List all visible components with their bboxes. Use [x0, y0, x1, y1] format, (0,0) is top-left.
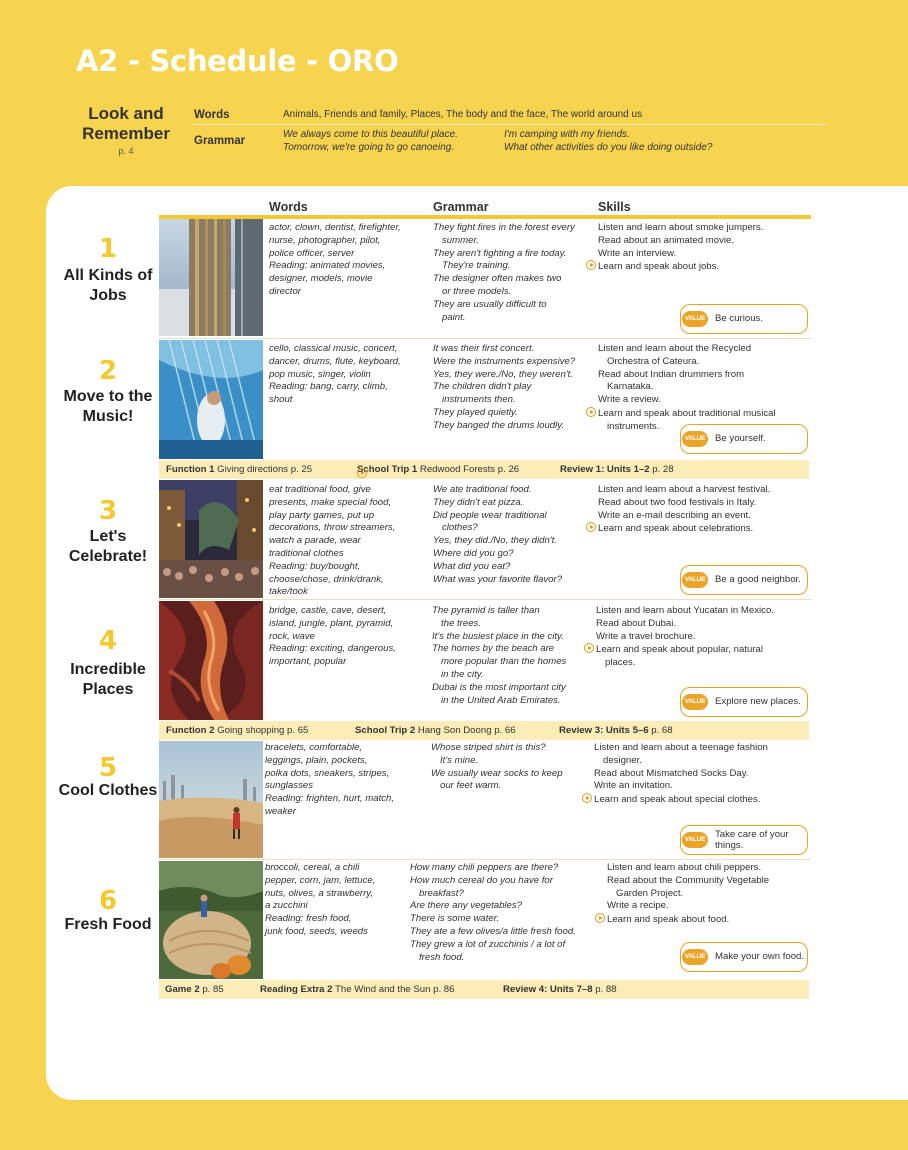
unit-4-photo — [159, 601, 263, 720]
value-box — [680, 424, 808, 454]
column-header-grammar: Grammar — [433, 200, 489, 214]
unit-6-photo — [159, 861, 263, 979]
unit-words: actor, clown, dentist, firefighter, nurse, photographer, pilot, police officer, server Reading: animated movies, designer, models, movie director — [269, 222, 401, 297]
value-text: Make your own food. — [715, 951, 805, 962]
row-divider — [159, 859, 811, 860]
unit-number: 6 — [98, 886, 118, 916]
column-header-skills: Skills — [598, 200, 631, 214]
unit-grammar: It was their first concert. Were the instruments expensive? Yes, they were./No, they weren't. The children didn't play instruments then. They played quietly. They banged the drums loudly. — [433, 343, 576, 431]
value-box — [680, 687, 808, 717]
value-text: Be curious. — [715, 313, 763, 324]
unit-number: 5 — [98, 753, 118, 783]
value-text: Be a good neighbor. — [715, 574, 801, 585]
unit-title: Incredible Places — [70, 661, 146, 698]
look-remember-grammar-4: What other activities do you like doing outside? — [504, 142, 713, 153]
unit-title: Cool Clothes — [58, 782, 158, 799]
unit-title: All Kinds of Jobs — [63, 267, 153, 304]
unit-title: Fresh Food — [64, 916, 152, 933]
unit-skills: Listen and learn about the Recycled Orchestra of Cateura. Read about Indian drummers from Karnataka. Write a review. Learn and speak about traditional musical instruments. — [598, 343, 808, 434]
unit-title: Move to the Music! — [63, 388, 153, 425]
look-remember-divider — [194, 124, 826, 125]
page-title: A2 - Schedule - ORO — [76, 44, 399, 78]
value-text: Take care of your things. — [715, 828, 789, 851]
value-box — [680, 942, 808, 972]
unit-skills: Listen and learn about smoke jumpers. Read about an animated movie. Write an interview. Learn and speak about jobs. — [598, 222, 808, 274]
value-text: Be yourself. — [715, 433, 766, 444]
unit-grammar: The pyramid is taller than the trees. It's the busiest place in the city. The homes by the beach are more popular than the homes in the city. Dubai is the most important city in the United Arab Emirates. — [432, 605, 567, 706]
unit-skills: Listen and learn about a teenage fashion designer. Read about Mismatched Socks Day. Write an invitation. Learn and speak about special clothes. — [594, 742, 808, 807]
look-remember-grammar-2: Tomorrow, we're going to go canoeing. — [283, 142, 455, 153]
unit-skills: Listen and learn about chili peppers. Read about the Community Vegetable Garden Project. Write a recipe. Learn and speak about food. — [607, 862, 807, 927]
unit-number: 2 — [98, 356, 118, 386]
extras-bar: Function 1 Giving directions p. 25 School Trip 1 Redwood Forests p. 26 Review 1: Units 1–2 p. 28 — [159, 460, 809, 479]
unit-grammar: How many chili peppers are there? How much cereal do you have for breakfast? Are there any vegetables? There is some water. They ate a few olives/a little fresh food. They grew a lot of zucchinis / a lot of fresh food. — [410, 862, 576, 963]
value-badge: VALUE — [682, 431, 708, 447]
unit-3-photo — [159, 480, 263, 598]
extras-bar: Function 2 Going shopping p. 65 School Trip 2 Hang Son Doong p. 66 Review 3: Units 5–6 p. 68 — [159, 721, 809, 740]
unit-words: bridge, castle, cave, desert, island, jungle, plant, pyramid, rock, wave Reading: exciting, dangerous, important, popular — [269, 605, 396, 668]
look-remember-grammar-3: I'm camping with my friends. — [504, 129, 630, 140]
unit-number: 1 — [98, 234, 118, 264]
unit-2-photo — [159, 340, 263, 459]
unit-skills: Listen and learn about a harvest festival. Read about two food festivals in Italy. Write an e-mail describing an event. Learn and speak about celebrations. — [598, 484, 808, 536]
unit-grammar: Whose striped shirt is this? It's mine. We usually wear socks to keep our feet warm. — [431, 742, 563, 792]
column-header-words: Words — [269, 200, 308, 214]
unit-skills: Listen and learn about Yucatan in Mexico. Read about Dubai. Write a travel brochure. Learn and speak about popular, natural places. — [596, 605, 808, 670]
unit-words: cello, classical music, concert, dancer, drums, flute, keyboard, pop music, singer, violin Reading: bang, carry, climb, shout — [269, 343, 401, 406]
value-box — [680, 565, 808, 595]
value-text: Explore new places. — [715, 696, 801, 707]
value-badge: VALUE — [682, 949, 708, 965]
unit-number: 3 — [98, 496, 118, 526]
unit-grammar: We ate traditional food. They didn't eat pizza. Did people wear traditional clothes? Yes, they did./No, they didn't. Where did you go? What did you eat? What was your favorite flavor? — [433, 484, 563, 585]
value-badge: VALUE — [682, 694, 708, 710]
unit-title: Let's Celebrate! — [68, 528, 148, 565]
look-remember-words-label: Words — [194, 109, 230, 121]
unit-number: 4 — [98, 626, 118, 656]
row-divider — [159, 599, 811, 600]
play-icon[interactable] — [357, 468, 367, 478]
value-badge: VALUE — [682, 832, 708, 848]
unit-1-photo — [159, 219, 263, 336]
value-badge: VALUE — [682, 311, 708, 327]
unit-5-photo — [159, 741, 263, 858]
look-remember-page: p. 4 — [118, 146, 134, 156]
unit-words: bracelets, comfortable, leggings, plain, pockets, polka dots, sneakers, stripes, sunglasses Reading: frighten, hurt, match, weaker — [265, 742, 395, 817]
look-remember-title: Look and Remember — [82, 104, 170, 143]
value-badge: VALUE — [682, 572, 708, 588]
row-divider — [159, 338, 811, 339]
unit-words: eat traditional food, give presents, make special food, play party games, put up decorations, throw streamers, watch a parade, wear traditional clothes Reading: buy/bought, choose/chose, drink/drank, take/took — [269, 484, 396, 598]
play-icon[interactable] — [586, 407, 596, 417]
value-box — [680, 825, 808, 855]
unit-words: broccoli, cereal, a chili pepper, corn, jam, lettuce, nuts, olives, a strawberry, a zucchini Reading: fresh food, junk food, seeds, weeds — [265, 862, 376, 937]
value-box — [680, 304, 808, 334]
look-remember-words: Animals, Friends and family, Places, The body and the face, The world around us — [283, 109, 643, 120]
look-remember-grammar-1: We always come to this beautiful place. — [283, 129, 458, 140]
look-remember-grammar-label: Grammar — [194, 135, 246, 147]
extras-bar: Game 2 p. 85 Reading Extra 2 The Wind and the Sun p. 86 Review 4: Units 7–8 p. 88 — [159, 980, 809, 999]
unit-grammar: They fight fires in the forest every summer. They aren't fighting a fire today. They're training. The designer often makes two or three models. They are usually difficult to paint. — [433, 222, 575, 323]
